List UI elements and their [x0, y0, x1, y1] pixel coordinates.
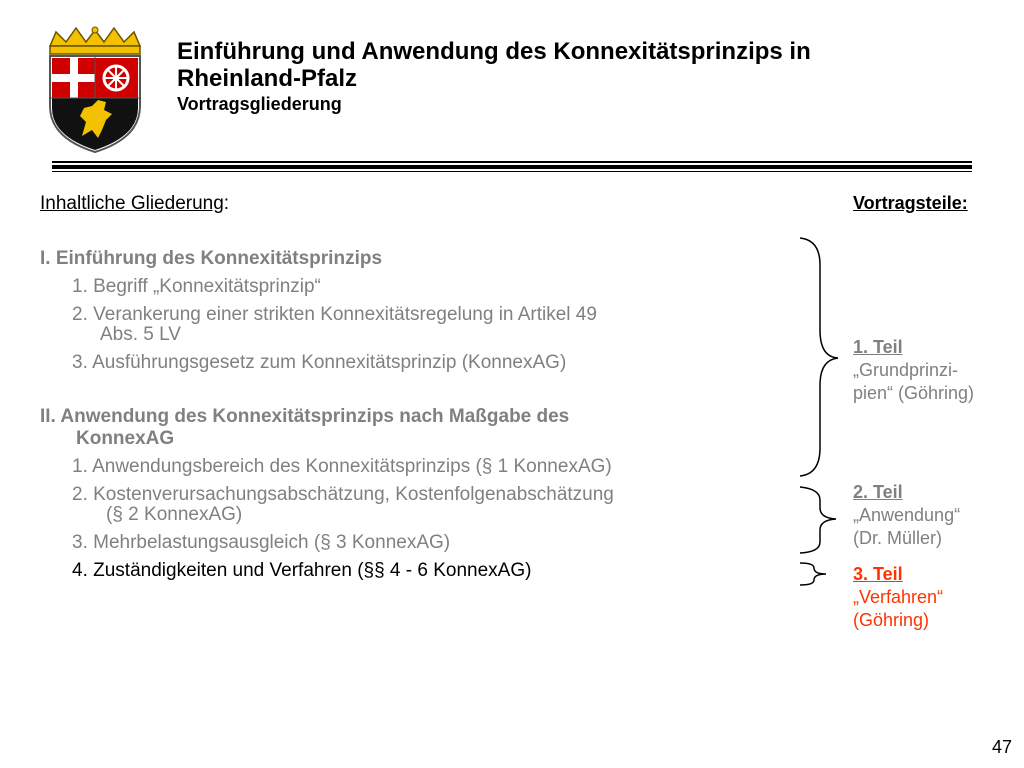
section-heading-continuation: KonnexAG [76, 428, 175, 449]
list-item: 2. Kostenverursachungsabschätzung, Kostenfolgenabschätzung [72, 484, 614, 505]
part-3 [853, 563, 943, 632]
brace-part-3 [800, 563, 826, 585]
brace-part-1 [800, 238, 838, 476]
section-heading: I. Einführung des Konnexitätsprinzips [40, 248, 383, 269]
divider [52, 161, 972, 163]
part-3-line: „Verfahren“ [853, 587, 944, 607]
list-item-continuation: (§ 2 KonnexAG) [106, 504, 243, 525]
list-item: 4. Zuständigkeiten und Verfahren (§§ 4 - 6 KonnexAG) [72, 560, 532, 581]
list-item: 3. Ausführungsgesetz zum Konnexitätsprinzip (KonnexAG) [72, 352, 567, 373]
divider [52, 171, 972, 172]
part-1 [853, 336, 974, 405]
part-2-title: 2. Teil [853, 482, 903, 502]
part-2-line: „Anwendung“ [853, 505, 961, 525]
list-item: 2. Verankerung einer strikten Konnexitätsregelung in Artikel 49 [72, 304, 597, 325]
list-item: 1. Anwendungsbereich des Konnexitätsprinzips (§ 1 KonnexAG) [72, 456, 612, 477]
part-2-line: (Dr. Müller) [853, 528, 942, 548]
part-3-line: (Göhring) [853, 610, 930, 630]
section-heading: II. Anwendung des Konnexitätsprinzips nach Maßgabe des [40, 406, 570, 427]
page-subtitle: Vortragsgliederung [177, 94, 342, 114]
brace-part-2 [800, 487, 836, 553]
coat-of-arms-icon [42, 26, 148, 154]
page-title: Einführung und Anwendung des Konnexitätsprinzips in Rheinland-Pfalz [177, 38, 811, 92]
part-1-title: 1. Teil [853, 337, 903, 357]
page-number: 47 [991, 737, 1012, 757]
part-1-line: „Grundprinzi- [853, 360, 959, 380]
part-1-line: pien“ (Göhring) [853, 383, 975, 403]
list-item-continuation: Abs. 5 LV [100, 324, 181, 345]
part-3-title: 3. Teil [853, 564, 903, 584]
list-item: 1. Begriff „Konnexitätsprinzip“ [72, 276, 321, 297]
title-block [177, 38, 937, 115]
outline-heading: Inhaltliche Gliederung: [40, 193, 230, 214]
part-2 [853, 481, 960, 550]
parts-heading: Vortragsteile: [853, 193, 968, 213]
divider [52, 165, 972, 169]
list-item: 3. Mehrbelastungsausgleich (§ 3 KonnexAG) [72, 532, 451, 553]
